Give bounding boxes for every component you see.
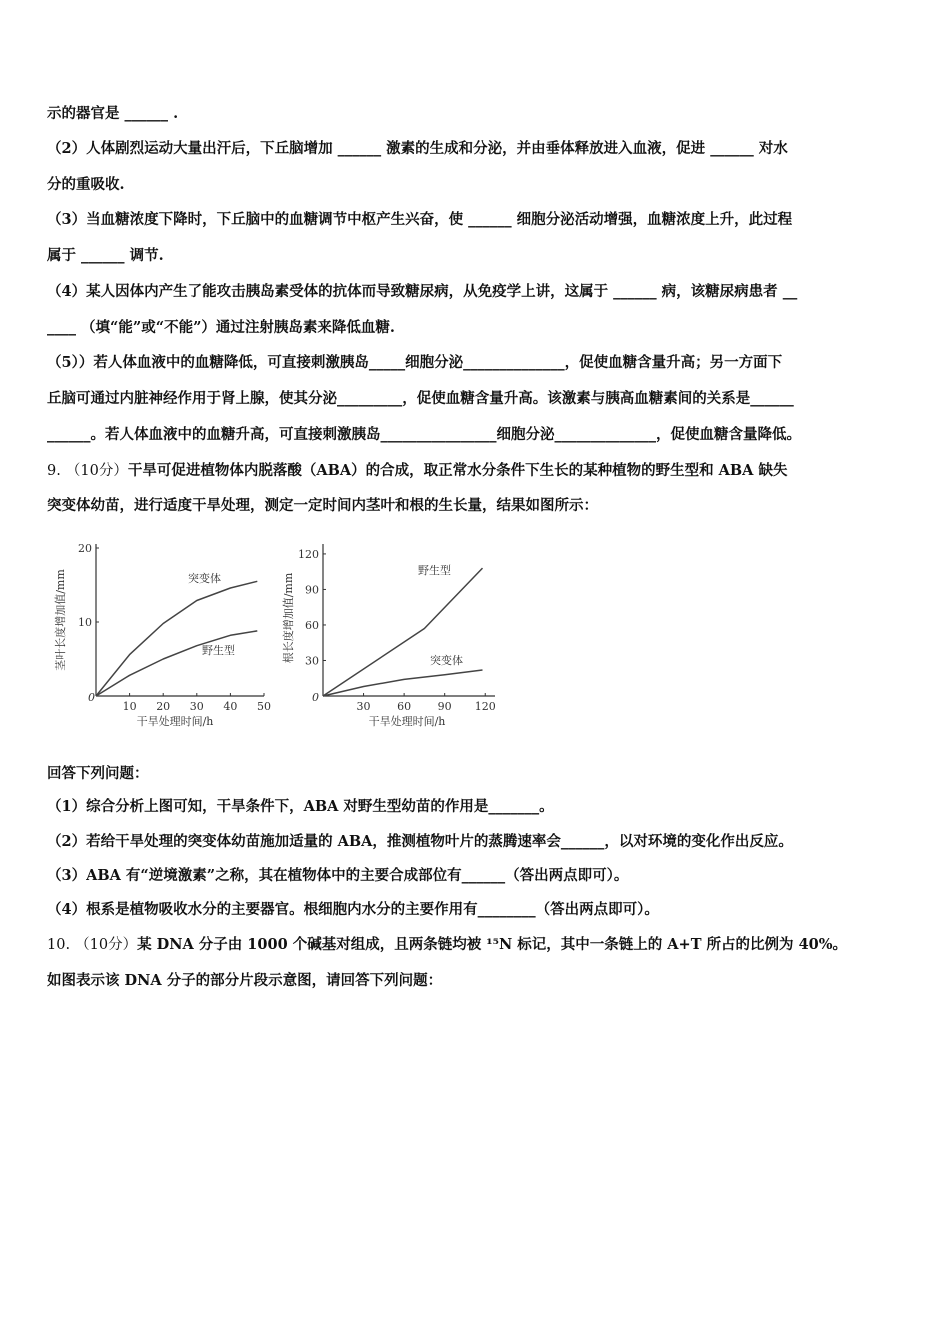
q9-after-3: （2）若给干旱处理的突变体幼苗施加适量的 ABA，推测植物叶片的蒸腾速率会______，以对环境的变化作出反应。 — [47, 833, 793, 850]
x-tick-label: 30 — [189, 700, 204, 713]
series-label-1: 突变体 — [430, 654, 463, 667]
x-tick-label: 20 — [156, 700, 171, 713]
q9-after-1: 回答下列问题： — [47, 765, 149, 782]
x-tick-label: 90 — [437, 700, 452, 713]
question-9-line-1 — [47, 461, 910, 481]
y-tick-label: 120 — [298, 547, 319, 561]
origin-label: 0 — [88, 691, 95, 704]
series-line-0 — [323, 568, 483, 696]
y-axis-label: 茎叶长度增加值/mm — [54, 569, 67, 671]
question-9-number: 9. — [47, 463, 61, 479]
question-9-text-1: 干旱可促进植物体内脱落酸（ABA）的合成，取正常水分条件下生长的某种植物的野生型和 ABA 缺失 — [127, 462, 788, 479]
line-1: 示的器官是 ______ . — [47, 105, 179, 122]
x-tick-label: 30 — [356, 700, 371, 713]
question-10-score: （10分） — [75, 937, 138, 953]
q9-after-5: （4）根系是植物吸收水分的主要器官。根细胞内水分的主要作用有________（答出两点即可）。 — [47, 901, 659, 918]
line-6: （4）某人因体内产生了能攻击胰岛素受体的抗体而导致糖尿病，从免疫学上讲，这属于 ______ 病，该糖尿病患者 __ — [47, 283, 798, 300]
line-9: 丘脑可通过内脏神经作用于肾上腺，使其分泌_________，促使血糖含量升高。该激素与胰高血糖素间的关系是______ — [47, 390, 794, 407]
y-tick-label: 90 — [305, 583, 319, 597]
question-10-number: 10. — [47, 937, 71, 953]
series-line-0 — [96, 581, 257, 696]
question-10-text-1: 某 DNA 分子由 1000 个碱基对组成，且两条链均被 ¹⁵N 标记，其中一条链上的 A+T 所占的比例为 40%。 — [137, 936, 848, 953]
x-axis-label: 干旱处理时间/h — [136, 715, 214, 728]
x-tick-label: 10 — [122, 700, 137, 713]
x-tick-label: 50 — [257, 700, 271, 713]
y-axis-label: 根长度增加值/mm — [282, 572, 295, 664]
origin-label: 0 — [312, 691, 319, 704]
chart-stem-leaf — [53, 542, 271, 728]
series-line-1 — [96, 631, 257, 696]
x-tick-label: 120 — [474, 700, 496, 713]
x-tick-label: 60 — [397, 700, 412, 713]
line-3: 分的重吸收. — [47, 176, 125, 193]
line-2: （2）人体剧烈运动大量出汗后，下丘脑增加 ______ 激素的生成和分泌，并由垂体释放进入血液，促进 ______ 对水 — [47, 140, 788, 157]
y-tick-label: 10 — [78, 616, 92, 629]
chart-root — [281, 544, 496, 728]
question-9-line-2: 突变体幼苗，进行适度干旱处理，测定一定时间内茎叶和根的生长量，结果如图所示： — [47, 497, 598, 514]
question-10-line-2: 如图表示该 DNA 分子的部分片段示意图，请回答下列问题： — [47, 972, 443, 989]
q9-after-4: （3）ABA 有“逆境激素”之称，其在植物体中的主要合成部位有______（答出两点即可）。 — [47, 867, 629, 884]
line-10: ______。若人体血液中的血糖升高，可直接刺激胰岛________________细胞分泌______________，促使血糖含量降低。 — [47, 426, 801, 443]
figure-charts — [50, 536, 500, 736]
question-9-score: （10分） — [65, 463, 128, 479]
line-5: 属于 ______ 调节. — [47, 247, 164, 264]
y-tick-label: 30 — [305, 654, 319, 668]
series-label-0: 野生型 — [418, 564, 451, 577]
series-label-1: 野生型 — [202, 644, 235, 657]
line-8: （5））若人体血液中的血糖降低，可直接刺激胰岛_____细胞分泌______________，促使血糖含量升高；另一方面下 — [47, 354, 783, 371]
x-tick-label: 40 — [223, 700, 238, 713]
q9-after-2: （1）综合分析上图可知，干旱条件下，ABA 对野生型幼苗的作用是_______。 — [47, 798, 554, 815]
question-10-line-1 — [47, 935, 910, 955]
line-4: （3）当血糖浓度下降时，下丘脑中的血糖调节中枢产生兴奋，使 ______ 细胞分泌活动增强，血糖浓度上升，此过程 — [47, 211, 793, 228]
series-label-0: 突变体 — [188, 572, 221, 585]
line-7: ____ （填“能”或“不能”）通过注射胰岛素来降低血糖. — [47, 319, 395, 336]
series-line-1 — [323, 670, 483, 696]
x-axis-label: 干旱处理时间/h — [368, 715, 446, 728]
y-tick-label: 60 — [305, 618, 319, 632]
y-tick-label: 20 — [78, 542, 92, 555]
